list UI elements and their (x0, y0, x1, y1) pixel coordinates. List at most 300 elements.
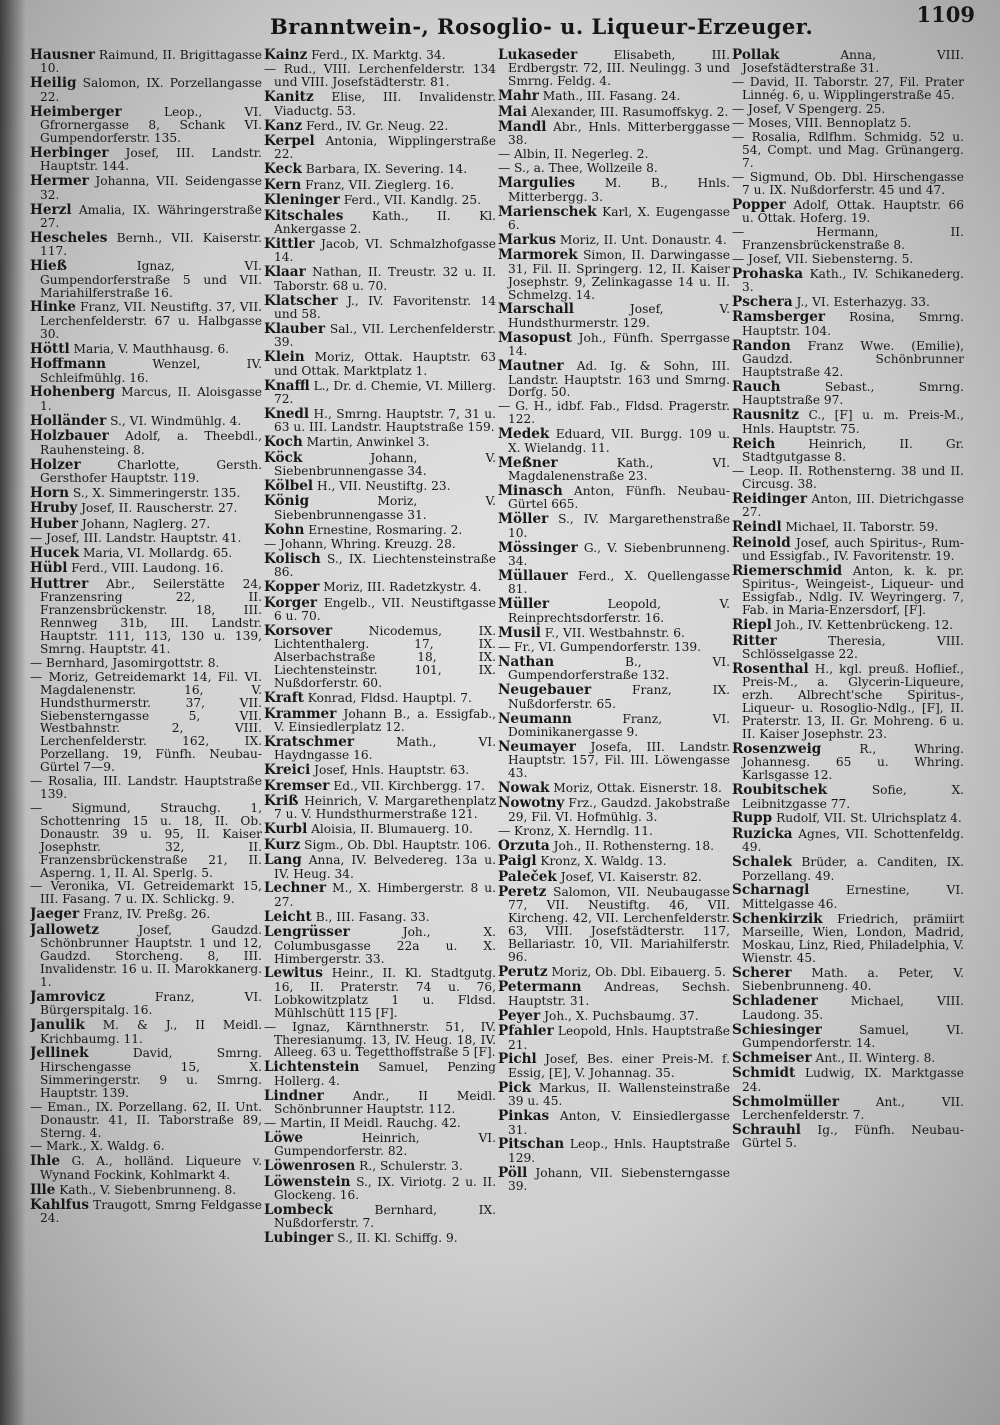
entry-name: Holzer (30, 456, 81, 473)
entry-details: G. A., holländ. Liqueure v. Wynand Fockink, Kohlmarkt 4. (40, 1154, 262, 1182)
entry-name: Ruzicka (732, 825, 793, 842)
entry-name: Kraft (264, 690, 304, 707)
entry-details: — Sigmund, Ob. Dbl. Hirschengasse 7 u. IX. Nußdorferstr. 45 und 47. (732, 169, 964, 197)
entry-details: F., VII. Westbahnstr. 6. (544, 625, 685, 640)
entry-name: Margulies (498, 175, 576, 192)
entry-name: Kainz (264, 48, 308, 63)
entry-details: Anton, k. k. pr. Spiritus-, Weingeist-, Liqueur- und Essigfab., Ndlg. IV. Weyringerg. 7, Fab. in Maria-Enzersdorf, [F]. (742, 563, 964, 618)
directory-entry (30, 1198, 262, 1225)
entry-details: Anton, Fünfh. Neubau-Gürtel 665. (508, 483, 730, 512)
directory-entry (732, 618, 964, 632)
directory-entry (732, 634, 964, 661)
entry-name: Perutz (498, 963, 548, 980)
entry-details: Sigm., Ob. Dbl. Hauptstr. 106. (304, 837, 492, 852)
directory-entry (732, 103, 964, 116)
entry-details: Salomon, IX. Porzellangasse 22. (40, 76, 262, 104)
entry-name: Schiesinger (732, 1021, 822, 1038)
entry-details: Ferd., IX. Marktg. 34. (311, 48, 446, 62)
entry-details: Heinrich, II. Gr. Stadtgutgasse 8. (742, 436, 964, 465)
directory-entry (498, 1081, 730, 1108)
entry-details: Ant., II. Winterg. 8. (815, 1050, 936, 1065)
directory-entry (732, 295, 964, 309)
entry-name: Hucek (30, 544, 80, 561)
entry-name: Lengrüsser (264, 924, 350, 941)
entry-details: R., Schulerstr. 3. (359, 1159, 463, 1174)
entry-details: Ferd., IV. Gr. Neug. 22. (306, 118, 449, 133)
entry-details: Konrad, Fldsd. Hauptpl. 7. (307, 691, 472, 706)
entry-name: Pöll (498, 1164, 528, 1181)
entry-details: Wenzel, IV. Schleifmühlg. 16. (40, 357, 262, 385)
entry-name: Müller (498, 596, 550, 613)
directory-entry (498, 597, 730, 624)
entry-details: — Mark., X. Waldg. 6. (30, 1139, 165, 1154)
entry-details: Johann B., a. Essigfab., V. Einsiedlerplatz 12. (274, 706, 496, 734)
directory-entry (264, 134, 496, 161)
directory-entry (30, 342, 262, 356)
entry-details: Alexander, III. Rasumoffskyg. 2. (530, 104, 729, 119)
entry-details: Abr., Hnls. Mitterberggasse 38. (508, 120, 730, 148)
entry-name: Mai (498, 103, 528, 120)
entry-details: Brüder, a. Canditen, IX. Porzellang. 49. (742, 855, 964, 883)
entry-name: Marienschek (498, 203, 597, 220)
entry-details: — S., a. Thee, Wollzeile 8. (498, 161, 658, 176)
entry-details: Moriz, V. Siebenbrunnengasse 31. (274, 494, 496, 522)
entry-name: Scherer (732, 964, 792, 981)
column-4 (732, 48, 964, 1418)
entry-name: Kremser (264, 777, 330, 794)
directory-entry (264, 451, 496, 478)
entry-name: Herzl (30, 201, 72, 218)
directory-entry (30, 561, 262, 575)
entry-details: — Sigmund, Strauchg. 1, Schottenring 15 u. 18, II. Ob. Donaustr. 39 u. 95, II. Kaiser Josephstr. 32, II. Franzensbrückenstraße 21, II. Asperng. 1, II. Al. Sperlg. 5. (30, 800, 262, 880)
directory-entry (264, 322, 496, 349)
directory-entry (498, 781, 730, 795)
entry-name: Prohaska (732, 265, 804, 282)
entry-name: Rausnitz (732, 407, 799, 424)
directory-entry (732, 171, 964, 197)
directory-entry (732, 1095, 964, 1122)
entry-details: Moriz, II. Unt. Donaustr. 4. (559, 232, 727, 247)
entry-details: Anna, VIII. Josefstädterstraße 31. (742, 48, 964, 76)
directory-entry (264, 596, 496, 623)
entry-details: Joh., II. Rothensterng. 18. (553, 838, 714, 853)
entry-name: Neugebauer (498, 682, 592, 699)
directory-entry (264, 294, 496, 321)
entry-details: Aloisia, II. Blumauerg. 10. (311, 822, 473, 837)
entry-name: Mössinger (498, 539, 578, 556)
entry-name: Paleček (498, 868, 557, 885)
entry-name: Löwenstein (264, 1173, 351, 1190)
directory-entry (264, 1089, 496, 1116)
directory-entry (30, 577, 262, 656)
entry-details: Ferd., VII. Kandlg. 25. (343, 193, 482, 208)
entry-name: Mandl (498, 119, 547, 136)
entry-name: Müllauer (498, 567, 568, 584)
entry-details: Josef, auch Spiritus-, Rum- und Essigfab., IV. Favoritenstr. 19. (742, 535, 964, 563)
entry-name: Mahr (498, 88, 539, 105)
directory-entry (498, 176, 730, 203)
entry-name: Korger (264, 594, 318, 611)
directory-entry (732, 536, 964, 563)
directory-entry (498, 162, 730, 175)
directory-entry (264, 162, 496, 176)
directory-entry (264, 1021, 496, 1060)
entry-details: L., Dr. d. Chemie, VI. Millerg. 72. (274, 378, 496, 406)
entry-name: Pschera (732, 294, 793, 311)
entry-name: Petermann (498, 979, 582, 996)
entry-details: Maria, VI. Mollardg. 65. (82, 545, 233, 560)
entry-details: — Moriz, Getreidemarkt 14, Fil. VI. Magdalenenstr. 16, V. Hundsthurmerstr. 37, VII. Siebensterngasse 5, VII. Westbahnstr. 2, VIII. Lerchenfelderstr. 162, IX. Porzellang. 19, Fünfh. Neubau-Gürtel 7—9. (30, 669, 262, 775)
entry-details: Josef, II. Rauscherstr. 27. (81, 501, 238, 516)
entry-details: — Hermann, II. Franzensbrückenstraße 8. (732, 224, 964, 252)
directory-entry (498, 541, 730, 568)
entry-details: Maria, V. Mauthhausg. 6. (73, 341, 230, 356)
entry-name: Rosenzweig (732, 740, 822, 757)
entry-name: Jallowetz (30, 921, 99, 938)
entry-details: Ernestine, Rosmaring. 2. (308, 522, 463, 537)
entry-name: Heilig (30, 75, 77, 92)
entry-details: Math., VI. Haydngasse 16. (274, 734, 496, 763)
entry-details: M. B., Hnls. Mitterbergg. 3. (508, 176, 730, 204)
entry-details: Johann, VII. Siebensterngasse 39. (508, 1165, 730, 1194)
entry-name: Holzbauer (30, 428, 109, 445)
entry-name: Paigl (498, 853, 537, 870)
entry-name: Markus (498, 231, 556, 248)
entry-details: Samuel, Penzing Hollerg. 4. (274, 1060, 496, 1088)
directory-entry (264, 494, 496, 521)
entry-details: Joh., IV. Kettenbrückeng. 12. (775, 618, 954, 633)
entry-details: Johann, Naglerg. 27. (81, 516, 211, 531)
entry-name: Pick (498, 1079, 532, 1096)
entry-details: Charlotte, Gersth. Gersthofer Hauptstr. 119. (40, 457, 262, 485)
directory-entry (498, 1024, 730, 1051)
entry-details: Barbara, IX. Severing. 14. (305, 162, 468, 177)
directory-entry (264, 209, 496, 236)
entry-name: Hinke (30, 299, 76, 316)
entry-name: Rosenthal (732, 660, 809, 677)
entry-name: Krammer (264, 705, 337, 722)
directory-entry (498, 89, 730, 103)
entry-details: — Bernhard, Jasomirgottstr. 8. (30, 655, 220, 670)
entry-details: Heinrich, VI. Gumpendorferstr. 82. (274, 1130, 496, 1159)
directory-entry (264, 435, 496, 449)
directory-entry (498, 980, 730, 1007)
entry-name: Klein (264, 349, 305, 366)
entry-details: — Rud., VIII. Lerchenfelderstr. 134 und VIII. Josefstädterstr. 81. (264, 62, 496, 90)
entry-name: Lechner (264, 880, 327, 897)
entry-details: Bernhard, IX. Nußdorferstr. 7. (274, 1203, 496, 1231)
directory-entry (30, 775, 262, 801)
directory-entry (264, 1159, 496, 1173)
entry-name: Leicht (264, 908, 312, 925)
entry-name: Scharnagl (732, 882, 810, 899)
directory-entry (264, 779, 496, 793)
directory-entry (30, 923, 262, 989)
entry-name: Höttl (30, 340, 70, 357)
entry-details: Math. a. Peter, V. Siebenbrunneng. 40. (742, 965, 964, 994)
entry-details: Bernh., VII. Kaiserstr. 117. (40, 230, 262, 259)
entry-details: G., V. Siebenbrunneng. 34. (508, 540, 730, 568)
entry-details: — Ignaz, Kärnthnerstr. 51, IV. Theresianumg. 13, IV. Heug. 18, IV. Alleeg. 63 u. Tegetthoffstraße 5 [F]. (264, 1019, 496, 1060)
directory-entry (264, 838, 496, 852)
entry-details: Josef, Gaudzd. Schönbrunner Hauptstr. 1 und 12, Gaudzd. Storcheng. 8, III. Invalidenstr. 16 u. II. Marokkanerg. 1. (40, 922, 262, 989)
entry-name: Pfahler (498, 1023, 554, 1040)
entry-name: Schrauhl (732, 1122, 801, 1139)
entry-details: Friedrich, prämiirt Marseille, Wien, London, Madrid, Moskau, Linz, Ried, Philadelphia, V. Wienstr. 45. (742, 911, 964, 966)
entry-details: Karl, X. Eugengasse 6. (508, 204, 730, 232)
directory-entry (498, 359, 730, 399)
directory-entry (732, 198, 964, 225)
directory-entry (498, 456, 730, 483)
entry-details: Nathan, II. Treustr. 32 u. II. Taborstr. 68 u. 70. (274, 265, 496, 293)
entry-details: Anton, III. Dietrichgasse 27. (742, 491, 964, 520)
entry-name: Lombeck (264, 1202, 333, 1219)
directory-entry (498, 655, 730, 682)
directory-entry (264, 237, 496, 264)
entry-details: Math., III. Fasang. 24. (542, 89, 681, 104)
entry-details: Ignaz, VI. Gumpendorferstraße 5 und VII. Mariahilferstraße 16. (40, 259, 262, 300)
entry-name: Ille (30, 1181, 56, 1198)
entry-name: Hieß (30, 258, 67, 275)
directory-entry (498, 1009, 730, 1023)
directory-entry (498, 885, 730, 964)
entry-name: Kerpel (264, 132, 315, 149)
directory-entry (30, 532, 262, 545)
entry-details: Jacob, VI. Schmalzhofgasse 14. (274, 236, 496, 265)
entry-details: Moriz, III. Radetzkystr. 4. (323, 580, 482, 595)
entry-details: Ludwig, IX. Marktgasse 24. (742, 1066, 964, 1094)
directory-entry (30, 146, 262, 173)
entry-details: — Albin, II. Negerleg. 2. (498, 147, 649, 162)
entry-details: Leopold, Hnls. Hauptstraße 21. (508, 1024, 730, 1052)
entry-name: Reich (732, 435, 776, 452)
entry-details: Markus, II. Wallensteinstraße 39 u. 45. (508, 1080, 730, 1109)
entry-details: Josef, III. Landstr. Hauptstr. 144. (40, 145, 262, 174)
entry-details: Joh., X. Columbusgasse 22a u. X. Himbergerstr. 33. (274, 925, 496, 966)
directory-entry (732, 437, 964, 464)
directory-entry (30, 174, 262, 201)
directory-entry (498, 839, 730, 853)
entry-name: Lukaseder (498, 48, 578, 63)
entry-details: — Kronz, X. Herndlg. 11. (498, 823, 653, 838)
entry-details: H., VII. Neustiftg. 23. (316, 478, 451, 493)
directory-entry (264, 119, 496, 133)
directory-entry (498, 1166, 730, 1193)
entry-details: Josef, V. Hundsthurmerstr. 129. (508, 302, 730, 330)
directory-entry (498, 796, 730, 823)
entry-name: Popper (732, 196, 786, 213)
directory-entry (732, 253, 964, 266)
entry-name: Kohn (264, 521, 305, 538)
entry-name: Schenkirzik (732, 910, 823, 927)
entry-details: Salomon, VII. Neubaugasse 77, VII. Neustiftg. 46, VII. Kircheng. 42, VII. Lerchenfelderstr. 63, VIII. Josefstädterstr. 117, Bellariastr. 10, VII. Mariahilferstr. 96. (508, 884, 730, 965)
entry-name: Kölbel (264, 477, 314, 494)
directory-entry (264, 853, 496, 880)
directory-entry (498, 683, 730, 710)
entry-name: Janulik (30, 1017, 85, 1034)
column-3 (498, 48, 730, 1418)
directory-entry (30, 1018, 262, 1045)
directory-entry (498, 427, 730, 454)
directory-entry (30, 203, 262, 230)
directory-entry (264, 794, 496, 821)
directory-entry (498, 400, 730, 426)
directory-entry (732, 1066, 964, 1093)
entry-details: Anna, IV. Belvedereg. 13a u. IV. Heug. 34. (274, 853, 496, 881)
directory-entry (264, 479, 496, 493)
directory-entry (732, 76, 964, 102)
entry-details: Engelb., VII. Neustiftgasse 6 u. 70. (274, 595, 496, 624)
directory-entry (732, 492, 964, 519)
directory-entry (732, 912, 964, 965)
entry-details: Franz Wwe. (Emilie), Gaudzd. Schönbrunner Hauptstraße 42. (742, 338, 964, 380)
directory-entry (732, 117, 964, 130)
directory-entry (30, 1046, 262, 1099)
entry-name: Riemerschmid (732, 562, 843, 579)
entry-name: Klatscher (264, 292, 338, 309)
entry-details: Frz., Gaudzd. Jakobstraße 29, Fil. VI. Hofmühlg. 3. (508, 796, 730, 824)
directory-entry (264, 881, 496, 908)
directory-entry (264, 178, 496, 192)
directory-entry (498, 1137, 730, 1164)
directory-entry (498, 105, 730, 119)
entry-name: Schmeiser (732, 1049, 812, 1066)
entry-name: Keck (264, 161, 302, 178)
entry-details: — Josef, III. Landstr. Hauptstr. 41. (30, 531, 242, 546)
directory-entry (264, 1131, 496, 1158)
entry-details: Amalia, IX. Währingerstraße 27. (40, 202, 262, 230)
entry-name: Klauber (264, 320, 325, 337)
entry-details: Sebast., Smrng. Hauptstraße 97. (742, 380, 964, 408)
directory-entry (732, 465, 964, 491)
entry-name: Schmolmüller (732, 1093, 839, 1110)
entry-details: Franz, VI. Bürgerspitalg. 16. (40, 989, 262, 1018)
directory-entry (264, 691, 496, 705)
directory-entry (264, 910, 496, 924)
entry-details: Eduard, VII. Burgg. 109 u. X. Wielandg. 11. (508, 427, 730, 455)
entry-name: Herbinger (30, 144, 109, 161)
directory-entry (30, 802, 262, 880)
entry-name: Reinold (732, 534, 791, 551)
directory-entry (732, 380, 964, 407)
entry-name: Kittler (264, 235, 315, 252)
entry-details: — Moses, VIII. Bennoplatz 5. (732, 116, 912, 131)
entry-name: Nowotny (498, 795, 565, 812)
directory-entry (498, 331, 730, 358)
directory-entry (30, 990, 262, 1017)
entry-name: Löwenrosen (264, 1158, 356, 1175)
directory-entry (732, 1023, 964, 1050)
entry-details: J., VI. Esterhazyg. 33. (796, 295, 930, 310)
directory-entry (30, 357, 262, 384)
entry-name: Kern (264, 176, 302, 193)
entry-details: Franz, VII. Neustiftg. 37, VII. Lerchenfelderstr. 67 u. Halbgasse 30. (40, 300, 262, 341)
entry-details: Martin, Anwinkel 3. (306, 435, 430, 450)
entry-details: S., IV. Margarethenstraße 10. (508, 512, 730, 540)
directory-entry (30, 231, 262, 258)
entry-name: Nathan (498, 653, 555, 670)
directory-entry (498, 512, 730, 539)
entry-details: — Fr., VI. Gumpendorferstr. 139. (498, 639, 702, 654)
directory-entry (732, 131, 964, 170)
directory-entry (498, 1052, 730, 1079)
entry-details: Sal., VII. Lerchenfelderstr. 39. (274, 321, 496, 350)
entry-details: Sofie, X. Leibnitzgasse 77. (742, 783, 964, 811)
entry-name: Marmorek (498, 247, 578, 264)
entry-details: — Josef, VII. Siebensterng. 5. (732, 251, 914, 266)
entry-name: Orzuta (498, 837, 550, 854)
directory-entry (498, 740, 730, 780)
directory-entry (264, 763, 496, 777)
directory-entry (732, 855, 964, 882)
directory-entry (30, 657, 262, 670)
entry-name: Kurz (264, 836, 301, 853)
entry-details: Anton, V. Einsiedlergasse 31. (508, 1109, 730, 1137)
entry-name: Marschall (498, 301, 574, 318)
directory-entry (732, 662, 964, 741)
directory-entry (498, 48, 730, 88)
entry-details: Kath., IV. Schikanederg. 3. (742, 266, 964, 295)
entry-details: Moriz, Ottak. Hauptstr. 63 und Ottak. Marktplatz 1. (274, 350, 496, 378)
entry-name: Löwe (264, 1129, 303, 1146)
entry-details: Joh., Fünfh. Sperrgasse 14. (508, 330, 730, 359)
directory-entry (732, 564, 964, 617)
directory-entry (30, 429, 262, 456)
entry-name: Kahlfus (30, 1197, 90, 1214)
entry-name: Pitschan (498, 1136, 565, 1153)
entry-name: Huber (30, 515, 79, 532)
entry-details: — David, II. Taborstr. 27, Fil. Prater Linnég. 6, u. Wipplingerstraße 45. (732, 75, 964, 103)
directory-entry (732, 742, 964, 782)
directory-entry (498, 205, 730, 232)
directory-entry (264, 1060, 496, 1087)
entry-details: — Martin, II Meidl. Rauchg. 42. (264, 1116, 461, 1131)
directory-entry (498, 712, 730, 739)
directory-entry (30, 458, 262, 485)
entry-details: Adolf, a. Theebdl., Rauhensteing. 8. (40, 429, 262, 457)
entry-name: Kreici (264, 762, 311, 779)
entry-name: Peyer (498, 1007, 541, 1024)
entry-name: Kurbl (264, 821, 308, 838)
entry-details: Andr., II Meidl. Schönbrunner Hauptstr. 112. (274, 1088, 496, 1117)
directory-entry (264, 407, 496, 434)
entry-name: Neumayer (498, 738, 576, 755)
directory-entry (264, 265, 496, 292)
directory-entry (498, 248, 730, 301)
directory-entry (732, 267, 964, 294)
entry-details: — Rosalia, Rdlfhm. Schmidg. 52 u. 54, Compt. und Mag. Grünangerg. 7. (732, 130, 964, 170)
directory-entry (264, 707, 496, 734)
directory-entry (732, 339, 964, 379)
entry-name: Reidinger (732, 490, 807, 507)
directory-entry (498, 870, 730, 884)
directory-entry (498, 148, 730, 161)
directory-entry (732, 994, 964, 1021)
entry-name: Jaeger (30, 906, 80, 923)
directory-entry (264, 552, 496, 579)
entry-details: C., [F] u. m. Preis-M., Hnls. Hauptstr. 75. (742, 408, 964, 436)
entry-details: S., IX. Viriotg. 2 u. II. Glockeng. 16. (274, 1174, 496, 1203)
entry-details: Samuel, VI. Gumpendorferstr. 14. (742, 1022, 964, 1051)
directory-entry (264, 538, 496, 551)
directory-entry (264, 379, 496, 406)
entry-details: H., Smrng. Hauptstr. 7, 31 u. 63 u. III. Landstr. Hauptstraße 159. (274, 406, 496, 435)
column-2 (264, 48, 496, 1418)
column-1 (30, 48, 262, 1418)
entry-details: Josef, Bes. einer Preis-M. f. Essig, [E], V. Johannag. 35. (508, 1052, 730, 1080)
entry-name: Kopper (264, 579, 320, 596)
directory-entry (264, 523, 496, 537)
